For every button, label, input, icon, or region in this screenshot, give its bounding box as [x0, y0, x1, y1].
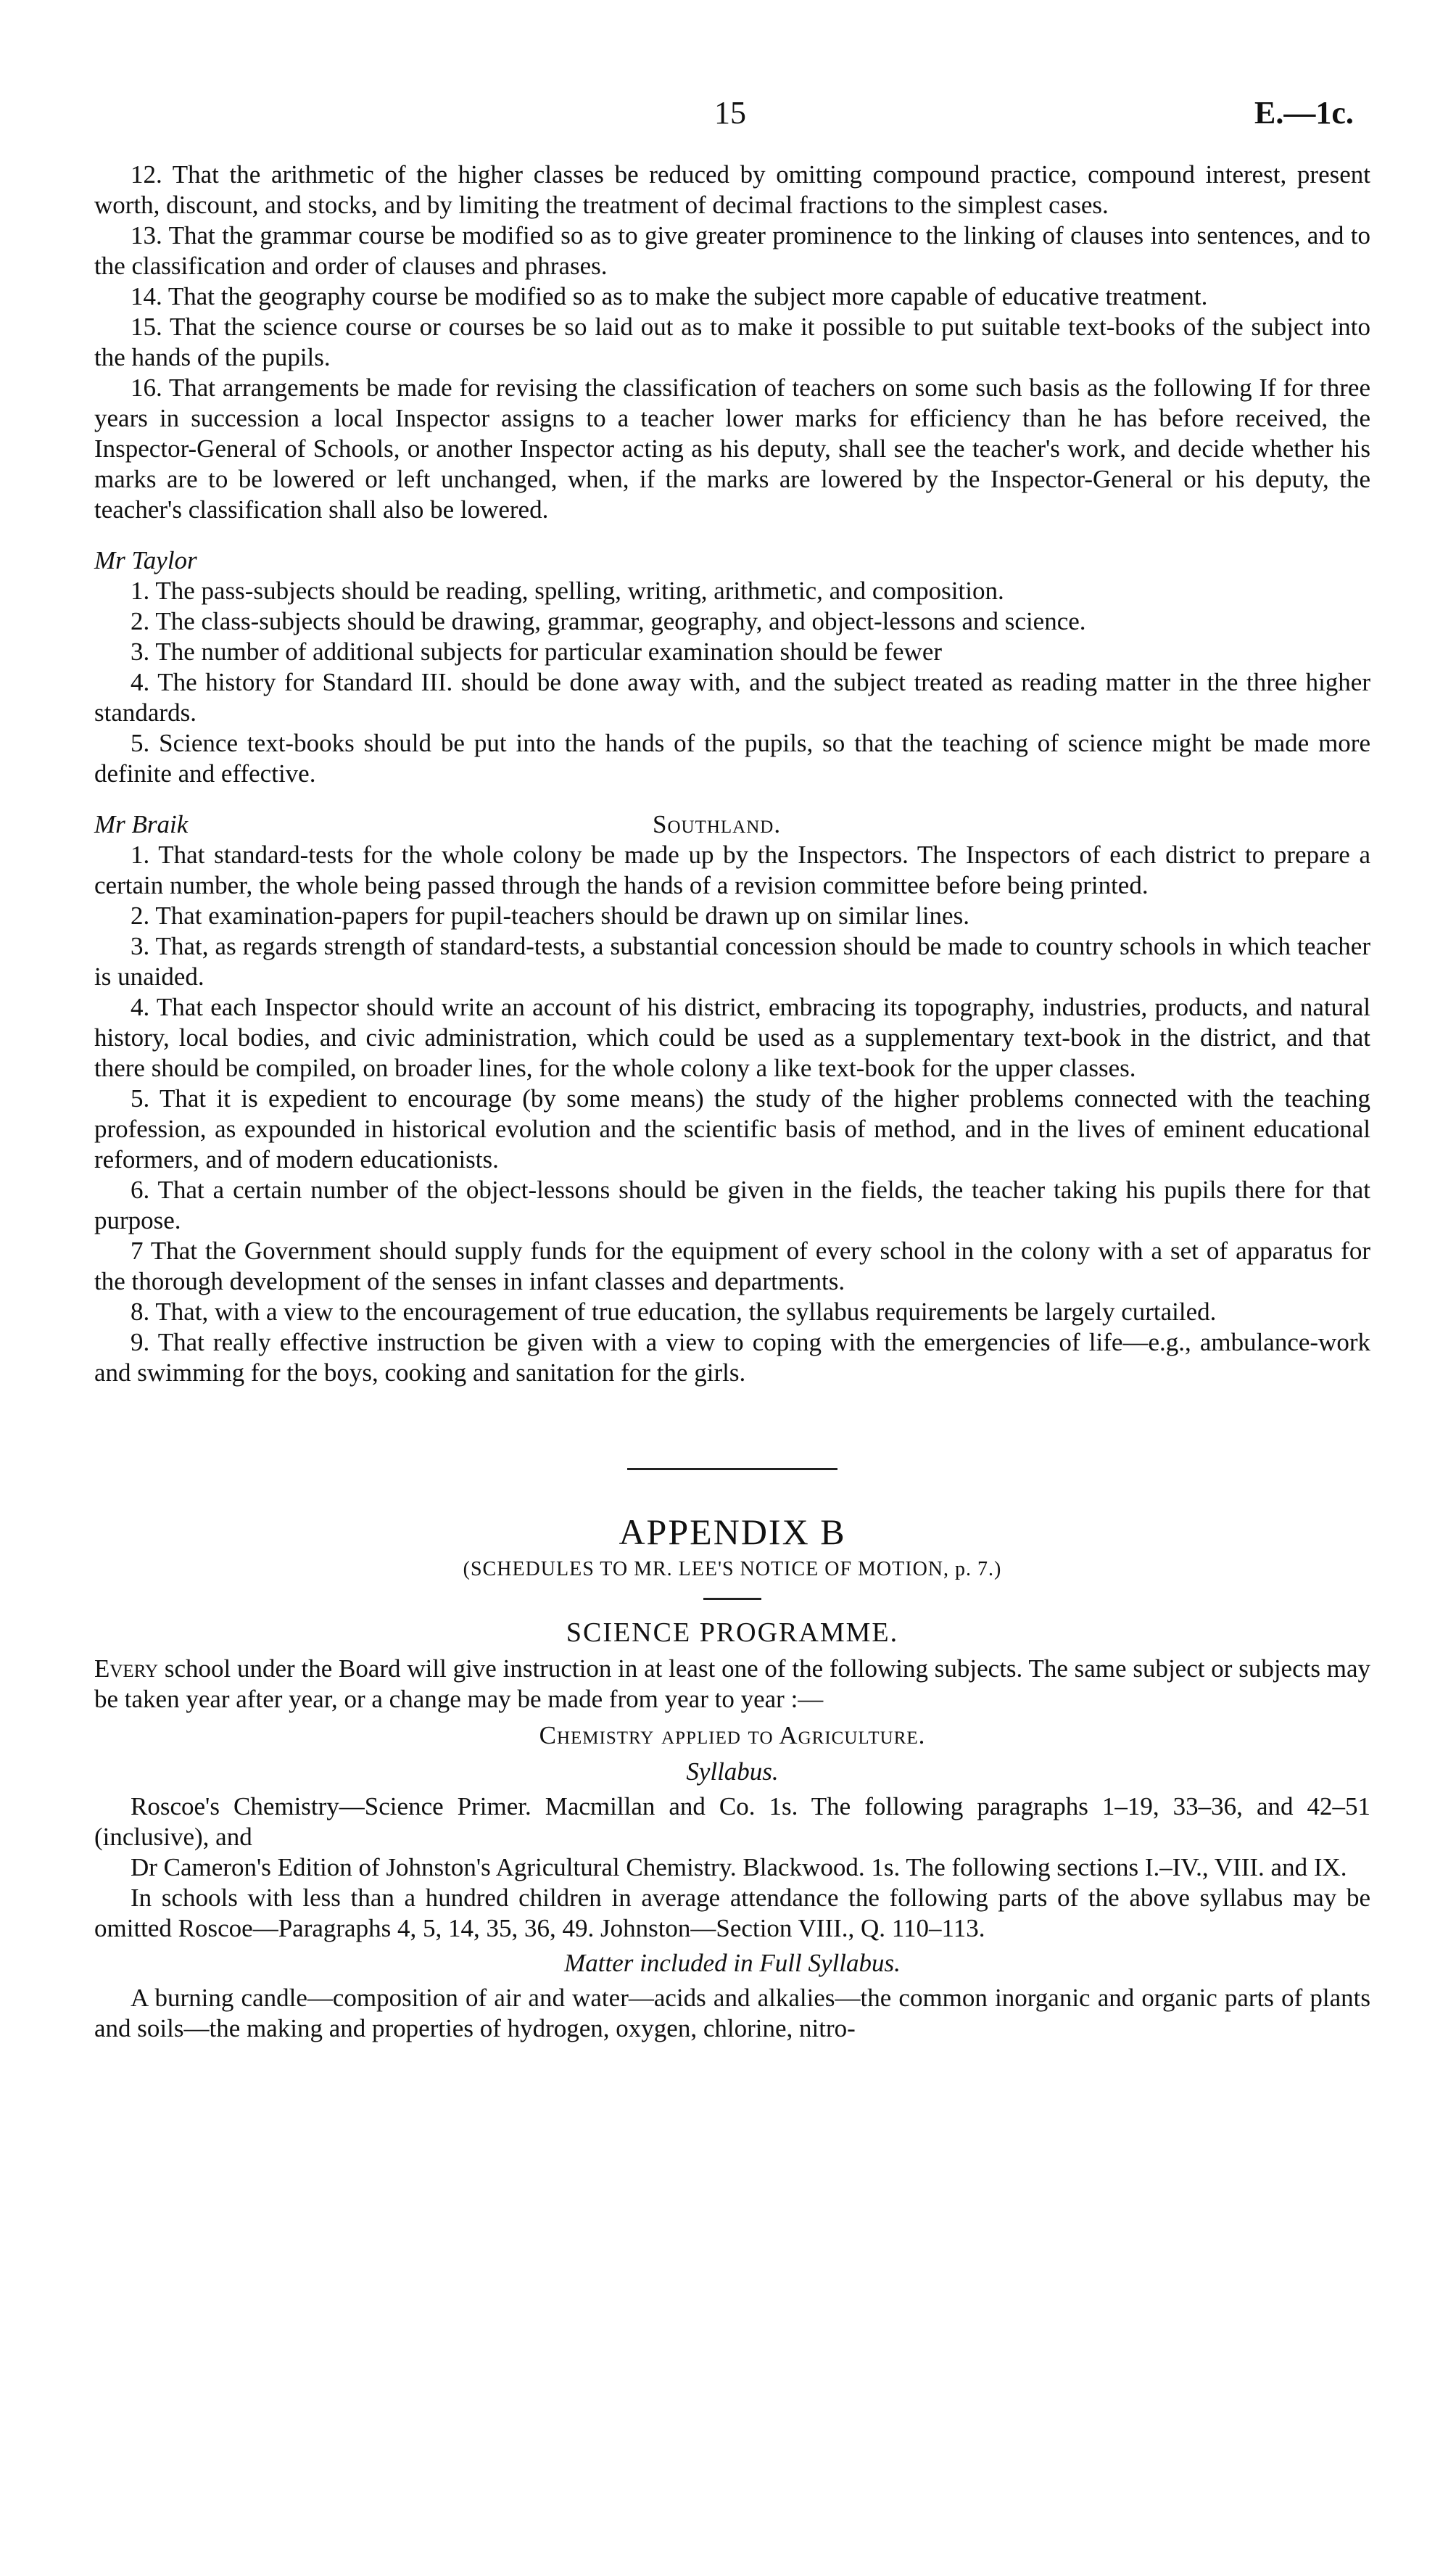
list-item: 1. The pass-subjects should be reading, spelling, writing, arithmetic, and composition.	[131, 577, 1004, 605]
list-item: 5. Science text-books should be put into the hands of the pupils, so that the teaching of science might be made more definite and effective.	[94, 729, 1370, 788]
syllabus-item: In schools with less than a hundred children in average attendance the following parts of the above syllabus may be omitted Roscoe—Paragraphs 4, 5, 14, 35, 36, 49. Johnston—Section VIII., Q. 110–113.	[94, 1884, 1370, 1942]
list-item: 1. That standard-tests for the whole colony be made up by the Inspectors. The Inspectors of each district to prepare a certain number, the whole being passed through the hands of a revision committee before being printed.	[94, 841, 1370, 899]
list-item: 4. That each Inspector should write an account of his district, embracing its topography, industries, products, and natural history, local bodies, and civic administration, which could be used as a supplementary text-book in the district, and that there should be compiled, on broader lines, for the whole colony a like text-book for the upper classes.	[94, 993, 1370, 1082]
list-item: 14. That the geography course be modified so as to make the subject more capable of educative treatment.	[131, 282, 1208, 310]
subject-heading: Chemistry applied to Agriculture.	[539, 1721, 926, 1749]
speaker-taylor	[94, 545, 1370, 576]
speaker-name: Mr Braik	[94, 810, 189, 838]
list-item: 16. That arrangements be made for revising the classification of teachers on some such basis as the following If for three years in succession a local Inspector assigns to a teacher lower marks for efficiency than he has before received, the Inspector-General of Schools, or another Inspector acting as his deputy, shall see the teacher's work, and decide whether his marks are to be lowered or left unchanged, when, if the marks are lowered by the Inspector-General or his deputy, the teacher's classification shall also be lowered.	[94, 374, 1370, 524]
short-divider	[703, 1598, 761, 1600]
intro-first-word: Every	[94, 1654, 159, 1683]
list-item: 3. That, as regards strength of standard-tests, a substantial concession should be made to country schools in which teacher is unaided.	[94, 932, 1370, 991]
appendix-subtitle: (SCHEDULES TO MR. LEE'S NOTICE OF MOTION, p. 7.)	[463, 1558, 1002, 1580]
list-item: 8. That, with a view to the encouragement of true education, the syllabus requirements be largely curtailed.	[131, 1298, 1217, 1326]
syllabus-label: Syllabus.	[686, 1757, 779, 1786]
document-reference: E.—1c.	[1254, 95, 1354, 131]
list-item: 12. That the arithmetic of the higher classes be reduced by omitting compound practice, compound interest, present worth, discount, and stocks, and by limiting the treatment of decimal fractions to the simplest cases.	[94, 160, 1370, 219]
page-number: 15	[714, 95, 746, 131]
page-header	[0, 87, 1456, 145]
syllabus-item: Roscoe's Chemistry—Science Primer. Macmillan and Co. 1s. The following paragraphs 1–19, 33–36, and 42–51 (inclusive), and	[94, 1792, 1370, 1851]
list-item: 3. The number of additional subjects for particular examination should be fewer	[131, 638, 943, 666]
region-heading: Southland.	[653, 810, 782, 838]
section-divider	[627, 1468, 837, 1470]
full-syllabus-text: A burning candle—composition of air and water—acids and alkalies—the common inorganic and organic parts of plants and soils—the making and properties of hydrogen, oxygen, chlorine, nitro-	[94, 1984, 1370, 2042]
intro-paragraph	[94, 1654, 1370, 1715]
appendix-title: APPENDIX B	[619, 1511, 846, 1552]
speaker-name: Mr Taylor	[94, 546, 197, 574]
list-item: 7 That the Government should supply funds for the equipment of every school in the colony with a set of apparatus for the thorough development of the senses in infant classes and departments.	[94, 1237, 1370, 1295]
list-item: 13. That the grammar course be modified so as to give greater prominence to the linking of clauses into sentences, and to the classification and order of clauses and phrases.	[94, 221, 1370, 280]
full-syllabus-label: Matter included in Full Syllabus.	[564, 1949, 901, 1977]
list-item: 15. That the science course or courses be so laid out as to make it possible to put suitable text-books of the subject into the hands of the pupils.	[94, 313, 1370, 371]
list-item: 6. That a certain number of the object-lessons should be given in the fields, the teacher taking his pupils there for that purpose.	[94, 1176, 1370, 1234]
list-item: 2. The class-subjects should be drawing, grammar, geography, and object-lessons and science.	[131, 607, 1086, 635]
speaker-braik	[94, 809, 1370, 840]
syllabus-item: Dr Cameron's Edition of Johnston's Agricultural Chemistry. Blackwood. 1s. The following sections I.–IV., VIII. and IX.	[131, 1853, 1347, 1881]
list-item: 4. The history for Standard III. should be done away with, and the subject treated as reading matter in the three higher standards.	[94, 668, 1370, 727]
list-item: 9. That really effective instruction be given with a view to coping with the emergencies of life—e.g., ambulance-work and swimming for the boys, cooking and sanitation for the girls.	[94, 1328, 1370, 1387]
intro-text: school under the Board will give instruction in at least one of the following subjects. The same subject or subjects may be taken year after year, or a change may be made from year to year :—	[94, 1654, 1370, 1713]
list-item: 5. That it is expedient to encourage (by some means) the study of the higher problems connected with the teaching profession, as expounded in historical evolution and the scientific basis of method, and in the lives of eminent educational reformers, and of modern educationists.	[94, 1084, 1370, 1174]
list-item: 2. That examination-papers for pupil-teachers should be drawn up on similar lines.	[131, 902, 969, 930]
document-body	[94, 160, 1370, 2044]
programme-title: SCIENCE PROGRAMME.	[566, 1617, 899, 1648]
